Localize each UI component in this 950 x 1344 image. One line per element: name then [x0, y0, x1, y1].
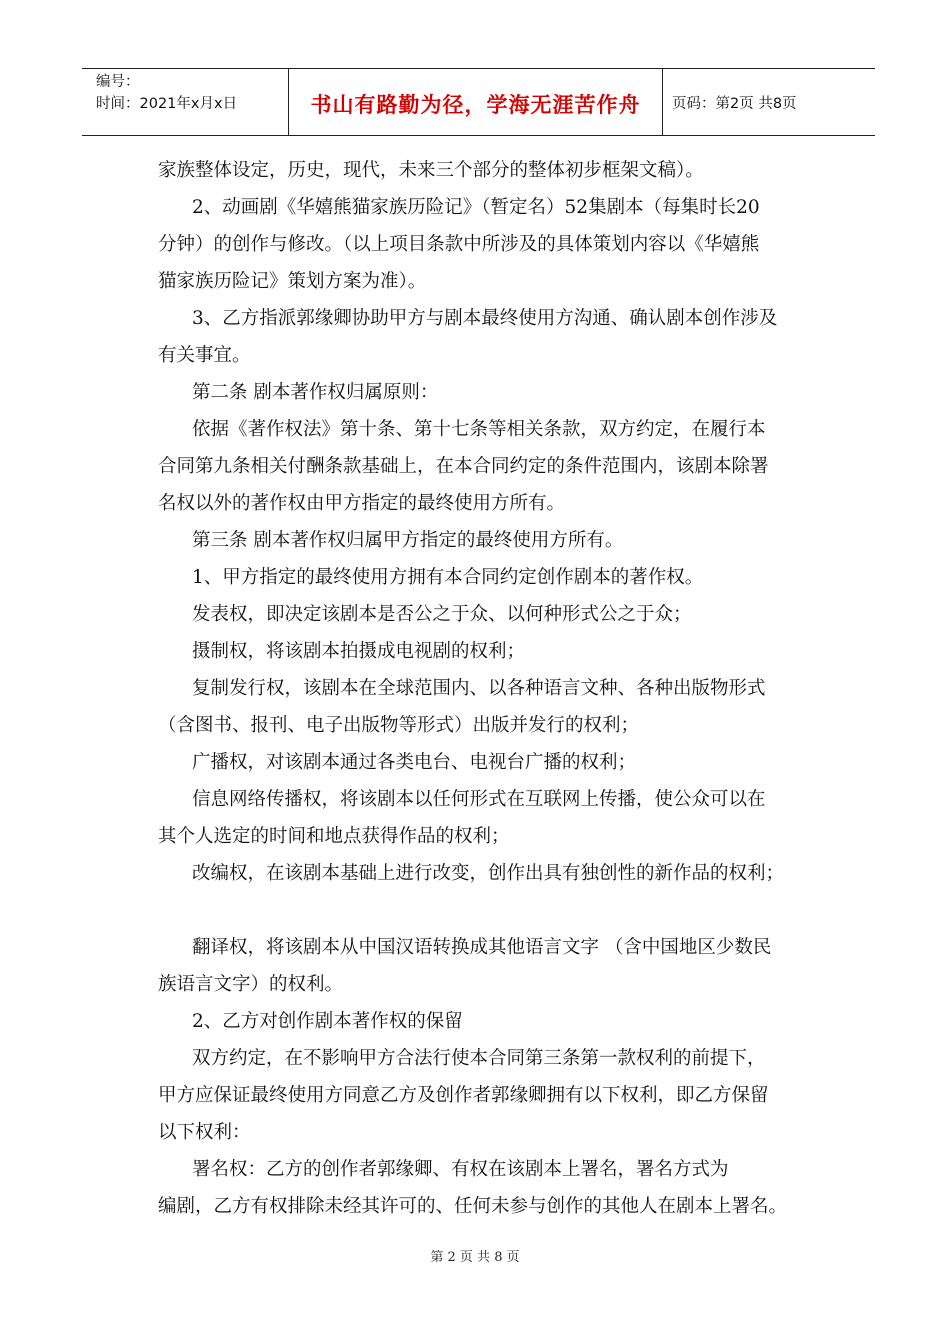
- body-text-line: 其个人选定的时间和地点获得作品的权利；: [158, 826, 510, 847]
- body-text-line: 信息网络传播权，将该剧本以任何形式在互联网上传播，使公众可以在: [192, 789, 766, 810]
- body-text-line: 翻译权，将该剧本从中国汉语转换成其他语言文字 （含中国地区少数民: [192, 937, 772, 958]
- body-text-line: 摄制权，将该剧本拍摄成电视剧的权利；: [192, 641, 526, 662]
- document-time-label: 时间：2021年x月x日: [96, 96, 238, 112]
- body-text-line: 猫家族历险记》策划方案为准）。: [158, 271, 427, 292]
- header-meta: [82, 69, 288, 135]
- blank-line: [158, 892, 820, 929]
- body-text-line: 署名权：乙方的创作者郭缘卿、有权在该剧本上署名，署名方式为: [192, 1159, 729, 1180]
- body-text-line: 第二条 剧本著作权归属原则：: [192, 382, 439, 403]
- body-text-line: 3、乙方指派郭缘卿协助甲方与剧本最终使用方沟通、确认剧本创作涉及: [192, 308, 778, 329]
- document-number-label: 编号：: [96, 74, 140, 90]
- body-text-line: （含图书、报刊、电子出版物等形式）出版并发行的权利；: [158, 715, 640, 736]
- body-text-line: 发表权，即决定该剧本是否公之于众、以何种形式公之于众；: [192, 604, 692, 625]
- body-text-line: 改编权，在该剧本基础上进行改变，创作出具有独创性的新作品的权利；: [192, 863, 785, 884]
- page-header: [82, 68, 875, 136]
- body-text-line: 复制发行权，该剧本在全球范围内、以各种语言文种、各种出版物形式: [192, 678, 766, 699]
- body-text-line: 双方约定，在不影响甲方合法行使本合同第三条第一款权利的前提下，: [192, 1048, 766, 1069]
- body-text-line: 合同第九条相关付酬条款基础上，在本合同约定的条件范围内，该剧本除署: [158, 456, 769, 477]
- body-text-line: 有关事宜。: [158, 345, 251, 366]
- header-page-number: 页码：第2页 共8页: [672, 95, 797, 112]
- body-text-line: 甲方应保证最终使用方同意乙方及创作者郭缘卿拥有以下权利，即乙方保留: [158, 1085, 769, 1106]
- document-body: [158, 152, 820, 1225]
- body-text-line: 族语言文字）的权利。: [158, 974, 344, 995]
- header-page-cell: [663, 69, 875, 135]
- body-text-line: 名权以外的著作权由甲方指定的最终使用方所有。: [158, 493, 566, 514]
- body-text-line: 广播权，对该剧本通过各类电台、电视台广播的权利；: [192, 752, 637, 773]
- body-text-line: 2、动画剧《华嬉熊猫家族历险记》（暂定名）52集剧本（每集时长20: [192, 197, 760, 218]
- body-text-line: 分钟）的创作与修改。（以上项目条款中所涉及的具体策划内容以《华嬉熊: [158, 234, 760, 255]
- page-footer: 第 2 页 共 8 页: [430, 1250, 520, 1265]
- header-motto: 书山有路勤为径，学海无涯苦作舟: [310, 93, 641, 117]
- body-text-line: 2、乙方对创作剧本著作权的保留: [192, 1011, 463, 1032]
- body-text-line: 第三条 剧本著作权归属甲方指定的最终使用方所有。: [192, 530, 624, 551]
- body-text-line: 以下权利：: [158, 1122, 251, 1143]
- body-text-line: 依据《著作权法》第十条、第十七条等相关条款，双方约定，在履行本: [192, 419, 766, 440]
- header-motto-cell: [288, 69, 663, 135]
- body-text-line: 1、甲方指定的最终使用方拥有本合同约定创作剧本的著作权。: [192, 567, 704, 588]
- body-text-line: 编剧，乙方有权排除未经其许可的、任何未参与创作的其他人在剧本上署名。: [158, 1196, 788, 1217]
- body-text-line: 家族整体设定，历史，现代，未来三个部分的整体初步框架文稿）。: [158, 160, 704, 181]
